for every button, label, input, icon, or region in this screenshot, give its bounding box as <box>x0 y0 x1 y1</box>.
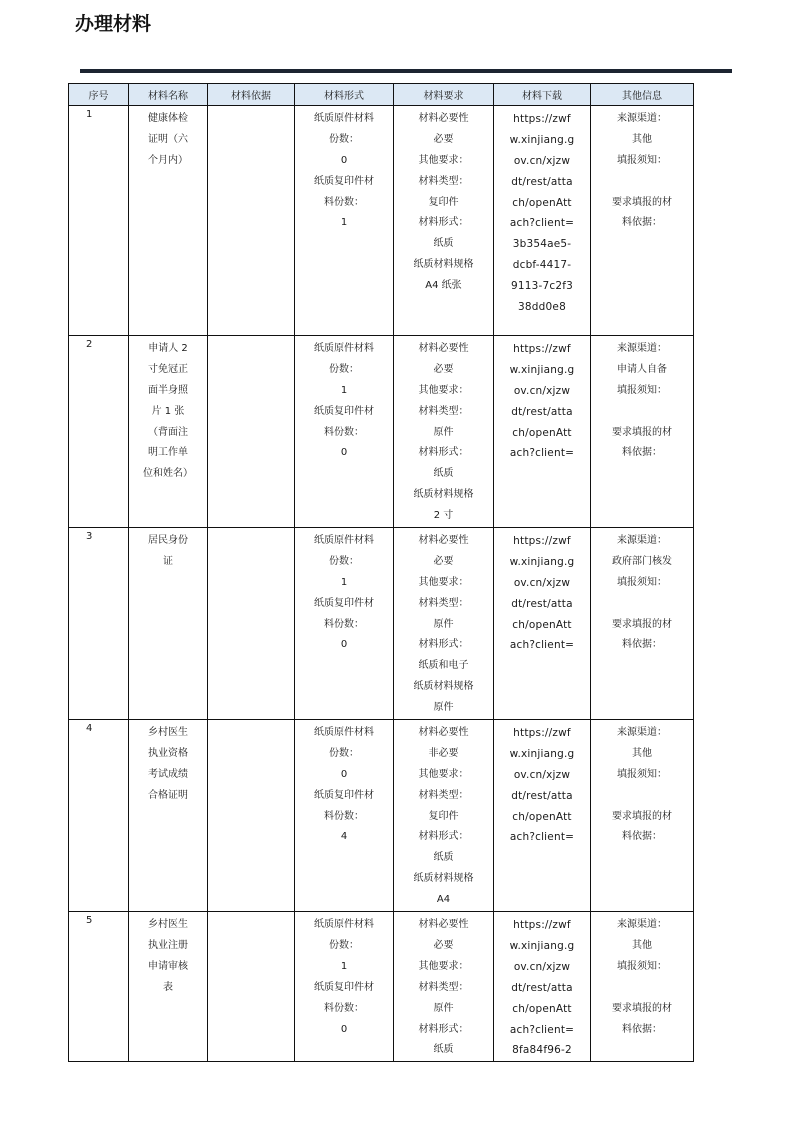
download-link-line[interactable]: w.xinjiang.g <box>509 133 575 146</box>
cell-download <box>494 336 591 528</box>
download-link-line[interactable]: ov.cn/xjzw <box>513 768 571 781</box>
cell-seq: 4 <box>69 720 129 912</box>
form-line: 0 <box>340 1023 348 1035</box>
requirement-line: 材料类型： <box>418 405 469 417</box>
form-line: 1 <box>340 384 348 396</box>
requirement-line: A4 纸张 <box>425 280 462 292</box>
download-link-line[interactable]: https://zwf <box>513 343 571 355</box>
download-link-line[interactable]: ch/openAtt <box>512 1002 572 1015</box>
requirement-line: 材料必要性 <box>418 113 469 124</box>
name-line: 面半身照 <box>148 384 188 396</box>
cell-download <box>494 720 591 912</box>
requirement-line: 材料类型： <box>418 597 469 609</box>
cell-requirement <box>394 106 494 336</box>
cell-form <box>295 720 394 912</box>
other-info-line: 填报须知： <box>617 576 667 588</box>
other-info-line <box>591 402 693 423</box>
requirement-line: 纸质材料规格 <box>413 489 474 501</box>
name-line: 考试成绩 <box>148 768 188 780</box>
requirement-line: 材料类型： <box>418 981 469 993</box>
header-basis: 材料依据 <box>208 84 295 106</box>
requirement-line: 纸质 <box>433 1044 454 1056</box>
cell-form <box>295 528 394 720</box>
cell-requirement <box>394 912 494 1062</box>
other-info-line: 政府部门核发 <box>612 555 672 567</box>
other-info-line <box>591 594 693 615</box>
cell-download <box>494 106 591 336</box>
form-line: 料份数： <box>324 196 364 208</box>
download-link-line[interactable]: dt/rest/atta <box>511 405 573 418</box>
cell-other <box>591 912 694 1062</box>
requirement-line: 纸质 <box>433 238 454 250</box>
cell-other <box>591 336 694 528</box>
requirement-line: 材料类型： <box>418 175 469 187</box>
requirement-line: 纸质 <box>433 468 454 480</box>
name-line: 执业资格 <box>148 747 188 759</box>
other-info-line: 料依据： <box>622 639 662 651</box>
cell-download <box>494 912 591 1062</box>
form-line: 份数： <box>329 939 359 951</box>
requirement-line: 材料必要性 <box>418 919 469 931</box>
other-info-line: 料依据： <box>622 447 662 459</box>
form-line: 1 <box>340 960 348 972</box>
download-link-line[interactable]: dcbf-4417- <box>512 259 572 272</box>
cell-basis <box>208 720 295 912</box>
requirement-line: 材料形式： <box>418 447 469 459</box>
name-line: 个月内） <box>148 154 188 166</box>
other-info-line: 料依据： <box>622 1023 662 1035</box>
header-name: 材料名称 <box>129 84 208 106</box>
form-line: 份数： <box>329 363 359 375</box>
other-info-line <box>591 172 693 193</box>
download-link-line[interactable]: w.xinjiang.g <box>509 939 575 952</box>
download-link-line[interactable]: w.xinjiang.g <box>509 555 575 568</box>
form-line: 1 <box>340 217 348 229</box>
download-link-line[interactable]: dt/rest/atta <box>511 175 573 188</box>
requirement-line: 纸质材料规格 <box>413 873 474 885</box>
other-info-line: 要求填报的材 <box>612 810 672 822</box>
requirement-line: 纸质 <box>433 852 454 864</box>
download-link-line[interactable]: ov.cn/xjzw <box>513 384 571 397</box>
requirement-line: 材料类型： <box>418 789 469 801</box>
download-link-line[interactable]: https://zwf <box>513 113 571 125</box>
download-link-line[interactable]: ach?client= <box>509 1023 575 1036</box>
name-line: 位和姓名） <box>143 468 193 480</box>
other-info-line: 来源渠道： <box>617 343 667 354</box>
requirement-line: 其他要求： <box>418 384 469 396</box>
cell-name <box>129 336 208 528</box>
form-line: 料份数： <box>324 426 364 438</box>
cell-basis <box>208 528 295 720</box>
cell-other <box>591 720 694 912</box>
form-line: 纸质原件材料 <box>314 535 374 547</box>
requirement-line: 其他要求： <box>418 960 469 972</box>
other-info-line: 来源渠道： <box>617 919 667 931</box>
cell-name <box>129 528 208 720</box>
form-line: 纸质复印件材 <box>314 405 374 417</box>
name-line: 乡村医生 <box>148 919 188 931</box>
requirement-line: 其他要求： <box>418 154 469 166</box>
form-line: 0 <box>340 768 348 780</box>
name-line: 证 <box>163 555 173 567</box>
name-line: 申请人 2 <box>148 343 188 354</box>
name-line: 合格证明 <box>148 789 188 801</box>
form-line: 纸质原件材料 <box>314 113 374 124</box>
download-link-line[interactable]: ach?client= <box>509 831 575 844</box>
form-line: 份数： <box>329 747 359 759</box>
download-link-line[interactable]: ach?client= <box>509 639 575 652</box>
cell-requirement <box>394 720 494 912</box>
requirement-line: 纸质材料规格 <box>413 681 474 693</box>
requirement-line: 复印件 <box>428 810 459 822</box>
form-line: 纸质原件材料 <box>314 343 374 354</box>
cell-other <box>591 106 694 336</box>
cell-seq: 2 <box>69 336 129 528</box>
header-other: 其他信息 <box>591 84 694 106</box>
download-link-line[interactable]: dt/rest/atta <box>511 597 573 610</box>
name-line: 表 <box>163 981 173 993</box>
requirement-line: 原件 <box>433 1002 454 1014</box>
other-info-line: 料依据： <box>622 217 662 229</box>
requirement-line: 材料形式： <box>418 1023 469 1035</box>
cell-seq: 1 <box>69 106 129 336</box>
other-info-line <box>591 978 693 999</box>
header-download: 材料下载 <box>494 84 591 106</box>
cell-basis <box>208 336 295 528</box>
other-info-line: 要求填报的材 <box>612 1002 672 1014</box>
download-link-line[interactable]: ch/openAtt <box>512 426 572 439</box>
name-line: 明工作单 <box>148 447 188 459</box>
other-info-line: 要求填报的材 <box>612 618 672 630</box>
table-header-row <box>69 84 694 106</box>
requirement-line: 复印件 <box>428 196 459 208</box>
download-link-line[interactable]: ch/openAtt <box>512 810 572 823</box>
requirement-line: A4 <box>436 894 451 906</box>
table-row <box>69 528 694 720</box>
table-row <box>69 720 694 912</box>
table-row <box>69 106 694 336</box>
download-link-line[interactable]: 8fa84f96-2 <box>512 1044 572 1057</box>
download-link-line[interactable]: 9113-7c2f3 <box>510 280 574 293</box>
cell-basis <box>208 912 295 1062</box>
requirement-line: 必要 <box>433 939 454 951</box>
cell-requirement <box>394 528 494 720</box>
cell-other <box>591 528 694 720</box>
cell-name <box>129 912 208 1062</box>
requirement-line: 必要 <box>433 555 454 567</box>
header-requirement: 材料要求 <box>394 84 494 106</box>
form-line: 4 <box>340 831 348 843</box>
download-link-line[interactable]: ach?client= <box>509 447 575 460</box>
name-line: 寸免冠正 <box>148 363 188 375</box>
requirement-line: 原件 <box>433 618 454 630</box>
form-line: 0 <box>340 639 348 651</box>
name-line: 居民身份 <box>148 535 188 547</box>
download-link-line[interactable]: https://zwf <box>513 919 571 932</box>
form-line: 料份数： <box>324 810 364 822</box>
cell-form <box>295 336 394 528</box>
name-line: 乡村医生 <box>148 727 188 739</box>
other-info-line: 填报须知： <box>617 384 667 396</box>
other-info-line: 其他 <box>632 747 652 759</box>
requirement-line: 原件 <box>433 702 454 714</box>
requirement-line: 材料必要性 <box>418 343 469 354</box>
requirement-line: 材料必要性 <box>418 727 469 739</box>
other-info-line: 料依据： <box>622 831 662 843</box>
other-info-line: 来源渠道： <box>617 113 667 124</box>
cell-seq: 3 <box>69 528 129 720</box>
name-line: 证明（六 <box>148 133 188 145</box>
title-divider <box>80 69 732 73</box>
form-line: 纸质复印件材 <box>314 789 374 801</box>
download-link-line[interactable]: dt/rest/atta <box>511 981 573 994</box>
cell-requirement <box>394 336 494 528</box>
name-line: （背面注 <box>148 426 188 438</box>
download-link-line[interactable]: ch/openAtt <box>512 196 572 209</box>
form-line: 份数： <box>329 133 359 145</box>
other-info-line: 其他 <box>632 939 652 951</box>
download-link-line[interactable]: ach?client= <box>509 217 575 230</box>
form-line: 纸质复印件材 <box>314 175 374 187</box>
requirement-line: 材料形式： <box>418 639 469 651</box>
name-line: 执业注册 <box>148 939 188 951</box>
other-info-line: 填报须知： <box>617 960 667 972</box>
requirement-line: 原件 <box>433 426 454 438</box>
other-info-line: 申请人自备 <box>617 363 667 375</box>
cell-download <box>494 528 591 720</box>
form-line: 份数： <box>329 555 359 567</box>
name-line: 片 1 张 <box>151 405 185 417</box>
requirement-line: 必要 <box>433 363 454 375</box>
cell-form <box>295 912 394 1062</box>
download-link-line[interactable]: w.xinjiang.g <box>509 747 575 760</box>
cell-seq: 5 <box>69 912 129 1062</box>
form-line: 0 <box>340 447 348 459</box>
other-info-line: 填报须知： <box>617 154 667 166</box>
other-info-line <box>591 786 693 807</box>
requirement-line: 材料形式： <box>418 831 469 843</box>
requirement-line: 材料必要性 <box>418 535 469 547</box>
download-link-line[interactable]: ov.cn/xjzw <box>513 154 571 167</box>
requirement-line: 非必要 <box>428 747 459 759</box>
form-line: 纸质原件材料 <box>314 727 374 739</box>
download-link-line[interactable]: ov.cn/xjzw <box>513 576 571 589</box>
cell-name <box>129 720 208 912</box>
table-body <box>69 106 694 1062</box>
download-link-line[interactable]: w.xinjiang.g <box>509 363 575 376</box>
materials-table <box>68 83 694 1062</box>
cell-name <box>129 106 208 336</box>
download-link-line[interactable]: dt/rest/atta <box>511 789 573 802</box>
header-seq: 序号 <box>69 84 129 106</box>
requirement-line: 必要 <box>433 133 454 145</box>
page-title: 办理材料 <box>75 13 152 35</box>
requirement-line: 纸质和电子 <box>418 660 469 672</box>
form-line: 料份数： <box>324 618 364 630</box>
download-link-line[interactable]: 38dd0e8 <box>518 301 566 314</box>
table-row <box>69 912 694 1062</box>
form-line: 1 <box>340 576 348 588</box>
requirement-line: 其他要求： <box>418 768 469 780</box>
requirement-line: 纸质材料规格 <box>413 259 474 271</box>
download-link-line[interactable]: ov.cn/xjzw <box>513 960 571 973</box>
table-row <box>69 336 694 528</box>
requirement-line: 其他要求： <box>418 576 469 588</box>
requirement-line: 2 寸 <box>433 510 454 522</box>
download-link-line[interactable]: 3b354ae5- <box>512 238 572 251</box>
cell-basis <box>208 106 295 336</box>
download-link-line[interactable]: ch/openAtt <box>512 618 572 631</box>
download-link-line[interactable]: https://zwf <box>513 535 571 548</box>
cell-form <box>295 106 394 336</box>
download-link-line[interactable]: https://zwf <box>513 727 571 740</box>
other-info-line: 填报须知： <box>617 768 667 780</box>
form-line: 纸质复印件材 <box>314 597 374 609</box>
other-info-line: 来源渠道： <box>617 727 667 739</box>
header-form: 材料形式 <box>295 84 394 106</box>
requirement-line: 材料形式： <box>418 217 469 229</box>
other-info-line: 要求填报的材 <box>612 196 672 208</box>
other-info-line: 来源渠道： <box>617 535 667 547</box>
other-info-line: 其他 <box>632 133 652 145</box>
name-line: 健康体检 <box>148 113 188 124</box>
form-line: 纸质原件材料 <box>314 919 374 931</box>
form-line: 纸质复印件材 <box>314 981 374 993</box>
name-line: 申请审核 <box>148 960 188 972</box>
other-info-line: 要求填报的材 <box>612 426 672 438</box>
form-line: 料份数： <box>324 1002 364 1014</box>
form-line: 0 <box>340 154 348 166</box>
